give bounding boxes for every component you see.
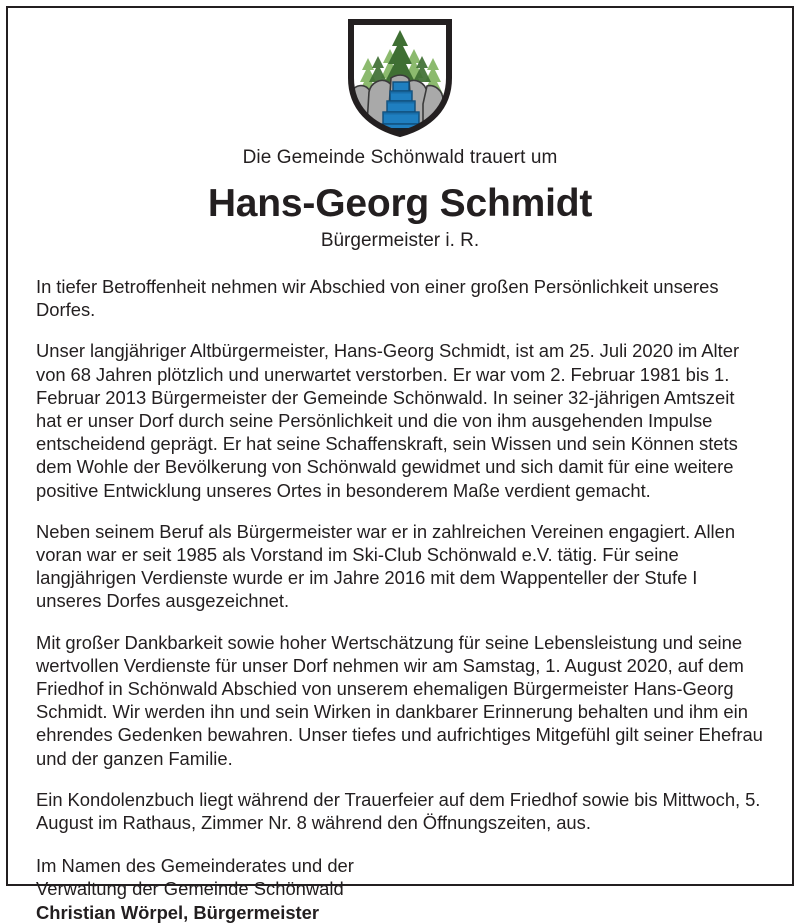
closing-block	[36, 854, 764, 924]
deceased-role: Bürgermeister i. R.	[320, 230, 480, 251]
closing-signature: Christian Wörpel, Bürgermeister	[36, 901, 320, 923]
deceased-name: Hans-Georg Schmidt	[207, 182, 593, 225]
paragraph: Mit großer Dankbarkeit sowie hoher Wertschätzung für seine Lebensleistung und seine wertvollen Verdienste für unser Dorf nehmen wir am Samstag, 1. August 2020, auf dem Friedhof in Schönwald Abschied von unserem ehemaligen Bürgermeister Hans-Georg Schmidt. Wir werden ihn und sein Wirken in dankbarer Erinnerung behalten und ihm ein ehrendes Gedenken bewahren. Unser tiefes und aufrichtiges Mitgefühl gilt seiner Ehefrau und der ganzen Familie.	[36, 631, 763, 769]
closing-line-1: Im Namen des Gemeinderates und der	[36, 855, 354, 877]
notice-frame	[6, 6, 794, 923]
lead-line: Die Gemeinde Schönwald trauert um	[242, 147, 558, 168]
closing-line-2: Verwaltung der Gemeinde Schönwald	[36, 878, 344, 900]
paragraph: Ein Kondolenzbuch liegt während der Trauerfeier auf dem Friedhof sowie bis Mittwoch, 5. August im Rathaus, Zimmer Nr. 8 während den Öffnungszeiten, aus.	[36, 788, 761, 834]
paragraph: Neben seinem Beruf als Bürgermeister war er in zahlreichen Vereinen engagiert. Allen voran war er seit 1985 als Vorstand im Ski-Club Schönwald e.V. tätig. Für seine langjährigen Verdienste wurde er im Jahre 2016 mit dem Wappenteller der Stufe I unseres Dorfes ausgezeichnet.	[36, 520, 736, 612]
coat-of-arms-container	[36, 16, 764, 144]
body-copy	[36, 275, 764, 834]
paragraph: In tiefer Betroffenheit nehmen wir Abschied von einer großen Persönlichkeit unseres Dorfes.	[36, 276, 719, 321]
schoenwald-coat-of-arms-icon	[345, 16, 455, 138]
paragraph: Unser langjähriger Altbürgermeister, Hans-Georg Schmidt, ist am 25. Juli 2020 im Alter von 68 Jahren plötzlich und unerwartet verstorben. Er war vom 2. Februar 1981 bis 1. Februar 2013 Bürgermeister der Gemeinde Schönwald. In seiner 32-jährigen Amtszeit hat er unser Dorf durch seine Persönlichkeit und die von ihm ausgehenden Impulse entscheidend geprägt. Er hat seine Schaffenskraft, sein Wissen und sein Können stets dem Wohle der Bevölkerung von Schönwald gewidmet und sich damit für eine weitere positive Entwicklung unseres Ortes in besonderem Maße verdient gemacht.	[36, 340, 740, 501]
